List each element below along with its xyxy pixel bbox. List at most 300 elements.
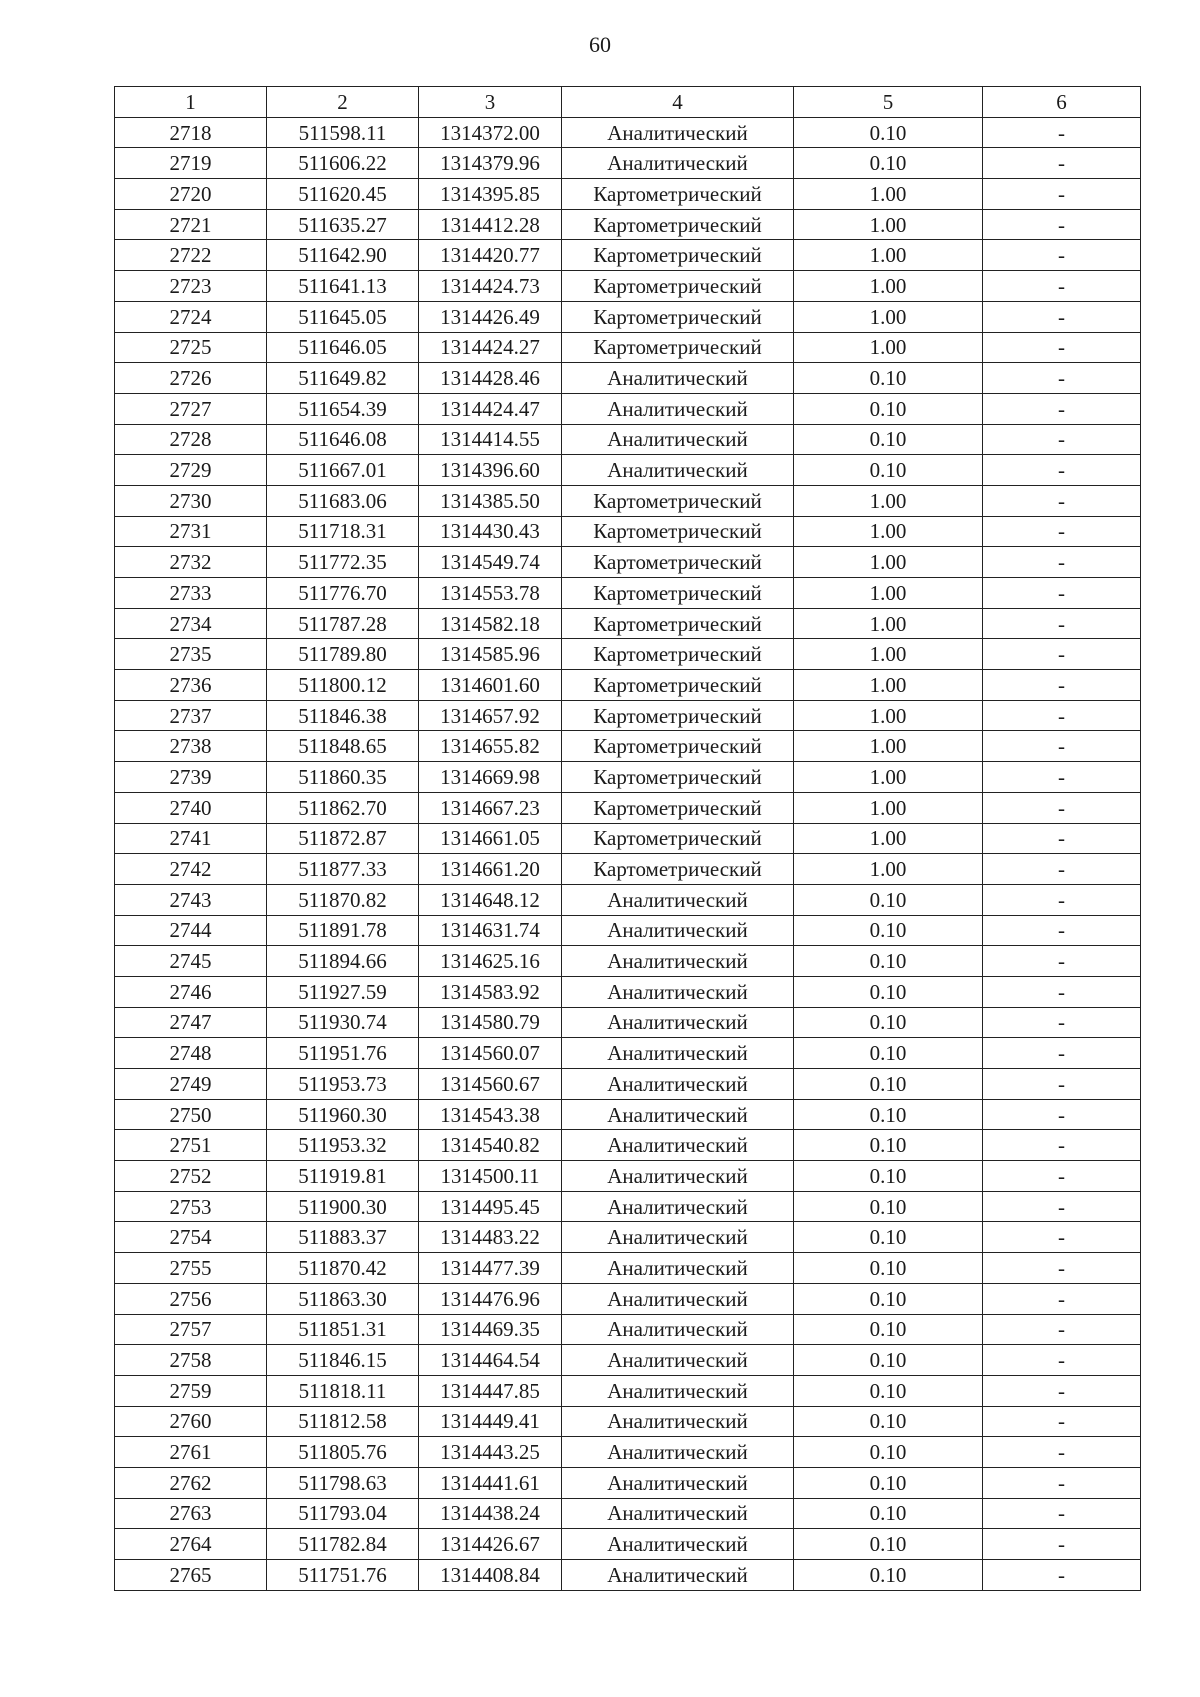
table-cell: 2761 <box>115 1437 267 1468</box>
table-cell: 1314601.60 <box>419 670 562 701</box>
table-cell: 1.00 <box>794 823 983 854</box>
table-cell: 1314438.24 <box>419 1498 562 1529</box>
table-cell: 1314447.85 <box>419 1375 562 1406</box>
table-cell: 0.10 <box>794 884 983 915</box>
table-row <box>115 117 1141 148</box>
table-cell: 2723 <box>115 271 267 302</box>
table-row <box>115 1498 1141 1529</box>
table-cell: Картометрический <box>562 209 794 240</box>
table-cell: - <box>983 946 1141 977</box>
table-cell: Аналитический <box>562 915 794 946</box>
table-cell: - <box>983 1529 1141 1560</box>
table-cell: 511953.73 <box>267 1069 419 1100</box>
table-cell: 2719 <box>115 148 267 179</box>
table-cell: Картометрический <box>562 854 794 885</box>
table-cell: 2736 <box>115 670 267 701</box>
table-cell: - <box>983 762 1141 793</box>
table-cell: 511787.28 <box>267 608 419 639</box>
table-cell: 1314631.74 <box>419 915 562 946</box>
table-cell: Картометрический <box>562 608 794 639</box>
table-cell: 0.10 <box>794 363 983 394</box>
table-cell: Аналитический <box>562 946 794 977</box>
page-number: 60 <box>589 32 611 57</box>
table-cell: Аналитический <box>562 976 794 1007</box>
table-cell: 2750 <box>115 1099 267 1130</box>
table-cell: 1314582.18 <box>419 608 562 639</box>
table-cell: 1314430.43 <box>419 516 562 547</box>
table-cell: Картометрический <box>562 823 794 854</box>
table-cell: - <box>983 1406 1141 1437</box>
table-cell: 511860.35 <box>267 762 419 793</box>
table-cell: 1.00 <box>794 792 983 823</box>
table-cell: 1.00 <box>794 547 983 578</box>
table-row <box>115 148 1141 179</box>
table-cell: 2742 <box>115 854 267 885</box>
table-cell: 511900.30 <box>267 1191 419 1222</box>
table-cell: 511872.87 <box>267 823 419 854</box>
table-cell: - <box>983 1007 1141 1038</box>
table-cell: Аналитический <box>562 1283 794 1314</box>
table-cell: 2734 <box>115 608 267 639</box>
table-cell: 511951.76 <box>267 1038 419 1069</box>
table-cell: 511642.90 <box>267 240 419 271</box>
table-cell: - <box>983 1498 1141 1529</box>
table-cell: 511891.78 <box>267 915 419 946</box>
table-cell: 1.00 <box>794 179 983 210</box>
table-cell: 1.00 <box>794 639 983 670</box>
table-cell: 511870.82 <box>267 884 419 915</box>
table-cell: Аналитический <box>562 1560 794 1591</box>
header-cell: 1 <box>115 87 267 118</box>
table-cell: Аналитический <box>562 1437 794 1468</box>
table-cell: 2741 <box>115 823 267 854</box>
table-cell: - <box>983 148 1141 179</box>
table-row <box>115 1467 1141 1498</box>
table-cell: 0.10 <box>794 976 983 1007</box>
table-cell: 511606.22 <box>267 148 419 179</box>
table-cell: 1.00 <box>794 516 983 547</box>
table-cell: 511645.05 <box>267 301 419 332</box>
table-cell: 511818.11 <box>267 1375 419 1406</box>
table-cell: Картометрический <box>562 516 794 547</box>
table-cell: 0.10 <box>794 1560 983 1591</box>
table-row <box>115 485 1141 516</box>
table-cell: 2760 <box>115 1406 267 1437</box>
table-cell: 511789.80 <box>267 639 419 670</box>
table-row <box>115 1099 1141 1130</box>
table-row <box>115 823 1141 854</box>
table-cell: 1314372.00 <box>419 117 562 148</box>
table-cell: 0.10 <box>794 455 983 486</box>
table-cell: - <box>983 639 1141 670</box>
table-cell: 511930.74 <box>267 1007 419 1038</box>
table-cell: 2740 <box>115 792 267 823</box>
table-cell: 0.10 <box>794 1038 983 1069</box>
table-cell: 0.10 <box>794 1099 983 1130</box>
table-cell: 0.10 <box>794 1437 983 1468</box>
table-cell: 1314424.27 <box>419 332 562 363</box>
table-cell: - <box>983 1283 1141 1314</box>
table-row <box>115 1283 1141 1314</box>
table-cell: 2754 <box>115 1222 267 1253</box>
table-cell: 1314424.47 <box>419 393 562 424</box>
table-cell: Аналитический <box>562 884 794 915</box>
table-cell: 1314414.55 <box>419 424 562 455</box>
header-cell: 2 <box>267 87 419 118</box>
table-cell: - <box>983 1099 1141 1130</box>
table-cell: Аналитический <box>562 455 794 486</box>
table-cell: Аналитический <box>562 393 794 424</box>
table-cell: - <box>983 792 1141 823</box>
table-cell: 511805.76 <box>267 1437 419 1468</box>
coordinates-table <box>114 86 1141 1591</box>
table-row <box>115 1314 1141 1345</box>
table-cell: 1314395.85 <box>419 179 562 210</box>
table-cell: - <box>983 240 1141 271</box>
table-cell: Аналитический <box>562 424 794 455</box>
table-cell: - <box>983 1314 1141 1345</box>
table-row <box>115 209 1141 240</box>
table-cell: 1314464.54 <box>419 1345 562 1376</box>
table-row <box>115 1069 1141 1100</box>
table-cell: 1.00 <box>794 731 983 762</box>
table-cell: 0.10 <box>794 1375 983 1406</box>
table-cell: 2764 <box>115 1529 267 1560</box>
table-cell: - <box>983 700 1141 731</box>
table-cell: 2718 <box>115 117 267 148</box>
table-cell: - <box>983 393 1141 424</box>
table-cell: 0.10 <box>794 1283 983 1314</box>
table-row <box>115 240 1141 271</box>
table-cell: 2756 <box>115 1283 267 1314</box>
table-cell: - <box>983 424 1141 455</box>
table-row <box>115 1375 1141 1406</box>
table-cell: 511846.15 <box>267 1345 419 1376</box>
table-cell: 1314657.92 <box>419 700 562 731</box>
table-cell: 1314385.50 <box>419 485 562 516</box>
table-cell: - <box>983 1161 1141 1192</box>
table-row <box>115 1560 1141 1591</box>
table-cell: 1314655.82 <box>419 731 562 762</box>
table-cell: - <box>983 731 1141 762</box>
table-cell: Аналитический <box>562 1375 794 1406</box>
table-cell: - <box>983 1375 1141 1406</box>
table-cell: 511598.11 <box>267 117 419 148</box>
table-cell: Аналитический <box>562 1191 794 1222</box>
table-cell: - <box>983 823 1141 854</box>
table-cell: 1314580.79 <box>419 1007 562 1038</box>
table-row <box>115 762 1141 793</box>
table-cell: 0.10 <box>794 148 983 179</box>
table-cell: 511620.45 <box>267 179 419 210</box>
table-cell: 0.10 <box>794 1069 983 1100</box>
table-cell: 1314495.45 <box>419 1191 562 1222</box>
table-cell: - <box>983 455 1141 486</box>
table-cell: 511646.05 <box>267 332 419 363</box>
table-cell: Картометрический <box>562 762 794 793</box>
table-cell: 0.10 <box>794 1467 983 1498</box>
table-row <box>115 884 1141 915</box>
table-cell: 2726 <box>115 363 267 394</box>
table-cell: 1314540.82 <box>419 1130 562 1161</box>
table-cell: 1314477.39 <box>419 1253 562 1284</box>
table-cell: 511683.06 <box>267 485 419 516</box>
table-cell: Аналитический <box>562 1253 794 1284</box>
table-cell: 511654.39 <box>267 393 419 424</box>
table-cell: 1314549.74 <box>419 547 562 578</box>
header-cell: 3 <box>419 87 562 118</box>
table-cell: 2725 <box>115 332 267 363</box>
table-row <box>115 700 1141 731</box>
table-cell: 1314428.46 <box>419 363 562 394</box>
table-cell: 2759 <box>115 1375 267 1406</box>
table-cell: 1314426.49 <box>419 301 562 332</box>
table-cell: 0.10 <box>794 1498 983 1529</box>
table-cell: Картометрический <box>562 700 794 731</box>
table-cell: Картометрический <box>562 240 794 271</box>
table-cell: 1.00 <box>794 332 983 363</box>
table-cell: 1314441.61 <box>419 1467 562 1498</box>
table-cell: 2733 <box>115 578 267 609</box>
table-cell: 511960.30 <box>267 1099 419 1130</box>
table-cell: 1314420.77 <box>419 240 562 271</box>
table-cell: - <box>983 117 1141 148</box>
table-row <box>115 393 1141 424</box>
table-cell: 1314476.96 <box>419 1283 562 1314</box>
table-cell: - <box>983 608 1141 639</box>
table-cell: 511846.38 <box>267 700 419 731</box>
table-cell: 1314412.28 <box>419 209 562 240</box>
table-cell: 1.00 <box>794 271 983 302</box>
table-cell: 511877.33 <box>267 854 419 885</box>
table-row <box>115 516 1141 547</box>
table-cell: 1314543.38 <box>419 1099 562 1130</box>
table-row <box>115 1007 1141 1038</box>
table-cell: 0.10 <box>794 1130 983 1161</box>
table-cell: - <box>983 1345 1141 1376</box>
table-cell: 2749 <box>115 1069 267 1100</box>
table-cell: - <box>983 516 1141 547</box>
table-cell: 1.00 <box>794 301 983 332</box>
table-cell: 1314396.60 <box>419 455 562 486</box>
table-row <box>115 301 1141 332</box>
table-cell: 0.10 <box>794 393 983 424</box>
table-row <box>115 854 1141 885</box>
table-cell: 2724 <box>115 301 267 332</box>
table-cell: 511793.04 <box>267 1498 419 1529</box>
table-row <box>115 179 1141 210</box>
table-cell: Аналитический <box>562 1529 794 1560</box>
table-cell: 2758 <box>115 1345 267 1376</box>
table-row <box>115 639 1141 670</box>
table-cell: 2765 <box>115 1560 267 1591</box>
table-row <box>115 578 1141 609</box>
table-cell: Аналитический <box>562 1345 794 1376</box>
table-cell: 511718.31 <box>267 516 419 547</box>
table-cell: - <box>983 1191 1141 1222</box>
table-cell: Картометрический <box>562 792 794 823</box>
table-cell: 0.10 <box>794 1007 983 1038</box>
table-cell: 0.10 <box>794 1222 983 1253</box>
table-cell: 0.10 <box>794 117 983 148</box>
table-cell: 1314426.67 <box>419 1529 562 1560</box>
table-cell: Картометрический <box>562 547 794 578</box>
table-cell: 511751.76 <box>267 1560 419 1591</box>
table-cell: 1.00 <box>794 485 983 516</box>
table-row <box>115 946 1141 977</box>
table-cell: 511798.63 <box>267 1467 419 1498</box>
table-cell: 1314667.23 <box>419 792 562 823</box>
table-cell: 2753 <box>115 1191 267 1222</box>
table-cell: 1314625.16 <box>419 946 562 977</box>
table-cell: 2730 <box>115 485 267 516</box>
table-row <box>115 455 1141 486</box>
table-cell: 1314583.92 <box>419 976 562 1007</box>
table-cell: 1314500.11 <box>419 1161 562 1192</box>
table-cell: - <box>983 363 1141 394</box>
table-cell: 0.10 <box>794 915 983 946</box>
table-cell: 511800.12 <box>267 670 419 701</box>
table-cell: - <box>983 1130 1141 1161</box>
header-cell: 4 <box>562 87 794 118</box>
table-cell: 2727 <box>115 393 267 424</box>
table-cell: 1314560.07 <box>419 1038 562 1069</box>
table-row <box>115 271 1141 302</box>
table-cell: 1.00 <box>794 670 983 701</box>
table-cell: 2757 <box>115 1314 267 1345</box>
table-cell: 1.00 <box>794 608 983 639</box>
table-cell: 511649.82 <box>267 363 419 394</box>
table-cell: Картометрический <box>562 670 794 701</box>
table-row <box>115 332 1141 363</box>
table-row <box>115 1406 1141 1437</box>
table-cell: - <box>983 1069 1141 1100</box>
table-row <box>115 363 1141 394</box>
table-cell: - <box>983 915 1141 946</box>
table-cell: Картометрический <box>562 271 794 302</box>
table-cell: Аналитический <box>562 1130 794 1161</box>
table-row <box>115 1345 1141 1376</box>
table-row <box>115 608 1141 639</box>
table-body <box>115 117 1141 1590</box>
table-cell: - <box>983 1253 1141 1284</box>
table-cell: 2737 <box>115 700 267 731</box>
table-cell: - <box>983 1222 1141 1253</box>
table-cell: 1.00 <box>794 240 983 271</box>
table-row <box>115 1437 1141 1468</box>
table-row <box>115 792 1141 823</box>
table-cell: 511862.70 <box>267 792 419 823</box>
table-cell: - <box>983 1560 1141 1591</box>
header-row <box>115 87 1141 118</box>
table-cell: 1314408.84 <box>419 1560 562 1591</box>
table-header <box>115 87 1141 118</box>
table-cell: 511883.37 <box>267 1222 419 1253</box>
table-cell: Картометрический <box>562 578 794 609</box>
table-cell: 511870.42 <box>267 1253 419 1284</box>
table-cell: 1.00 <box>794 854 983 885</box>
table-row <box>115 1038 1141 1069</box>
table-cell: 511646.08 <box>267 424 419 455</box>
table-cell: - <box>983 209 1141 240</box>
table-cell: 1314661.20 <box>419 854 562 885</box>
table-cell: 511851.31 <box>267 1314 419 1345</box>
table-row <box>115 1130 1141 1161</box>
table-cell: 2745 <box>115 946 267 977</box>
table-cell: 511812.58 <box>267 1406 419 1437</box>
table-cell: 2721 <box>115 209 267 240</box>
table-cell: 2751 <box>115 1130 267 1161</box>
table-cell: 2739 <box>115 762 267 793</box>
table-row <box>115 915 1141 946</box>
table-row <box>115 670 1141 701</box>
table-cell: 2747 <box>115 1007 267 1038</box>
table-cell: 1314443.25 <box>419 1437 562 1468</box>
table-row <box>115 1529 1141 1560</box>
table-cell: 1314483.22 <box>419 1222 562 1253</box>
table-cell: 1314424.73 <box>419 271 562 302</box>
table-cell: Картометрический <box>562 301 794 332</box>
table-cell: - <box>983 670 1141 701</box>
table-cell: 2728 <box>115 424 267 455</box>
table-cell: Картометрический <box>562 332 794 363</box>
table-cell: 1314585.96 <box>419 639 562 670</box>
table-cell: 0.10 <box>794 1253 983 1284</box>
table-cell: 0.10 <box>794 1161 983 1192</box>
table-row <box>115 1222 1141 1253</box>
table-cell: Аналитический <box>562 1406 794 1437</box>
table-cell: 511894.66 <box>267 946 419 977</box>
table-cell: 511641.13 <box>267 271 419 302</box>
table-cell: 2729 <box>115 455 267 486</box>
table-cell: Аналитический <box>562 1099 794 1130</box>
table-cell: 2732 <box>115 547 267 578</box>
table-cell: 511863.30 <box>267 1283 419 1314</box>
header-cell: 6 <box>983 87 1141 118</box>
table-row <box>115 547 1141 578</box>
table-cell: Картометрический <box>562 731 794 762</box>
table-cell: 1314553.78 <box>419 578 562 609</box>
table-cell: Аналитический <box>562 1069 794 1100</box>
table-cell: Аналитический <box>562 1161 794 1192</box>
table-cell: 2735 <box>115 639 267 670</box>
table-cell: - <box>983 301 1141 332</box>
header-cell: 5 <box>794 87 983 118</box>
table-cell: 1314661.05 <box>419 823 562 854</box>
table-cell: 511927.59 <box>267 976 419 1007</box>
table-cell: - <box>983 179 1141 210</box>
table-cell: 2743 <box>115 884 267 915</box>
table-cell: - <box>983 976 1141 1007</box>
table-cell: 511776.70 <box>267 578 419 609</box>
table-cell: 2722 <box>115 240 267 271</box>
table-cell: 1314449.41 <box>419 1406 562 1437</box>
table-row <box>115 1253 1141 1284</box>
table-cell: 1314669.98 <box>419 762 562 793</box>
table-cell: - <box>983 332 1141 363</box>
table-cell: Картометрический <box>562 485 794 516</box>
table-cell: - <box>983 884 1141 915</box>
table-cell: - <box>983 547 1141 578</box>
table-cell: 511953.32 <box>267 1130 419 1161</box>
table-cell: Аналитический <box>562 1467 794 1498</box>
table-cell: 511919.81 <box>267 1161 419 1192</box>
table-cell: 2763 <box>115 1498 267 1529</box>
table-cell: Аналитический <box>562 148 794 179</box>
table-cell: - <box>983 1437 1141 1468</box>
table-cell: 0.10 <box>794 1406 983 1437</box>
table-cell: 0.10 <box>794 1314 983 1345</box>
